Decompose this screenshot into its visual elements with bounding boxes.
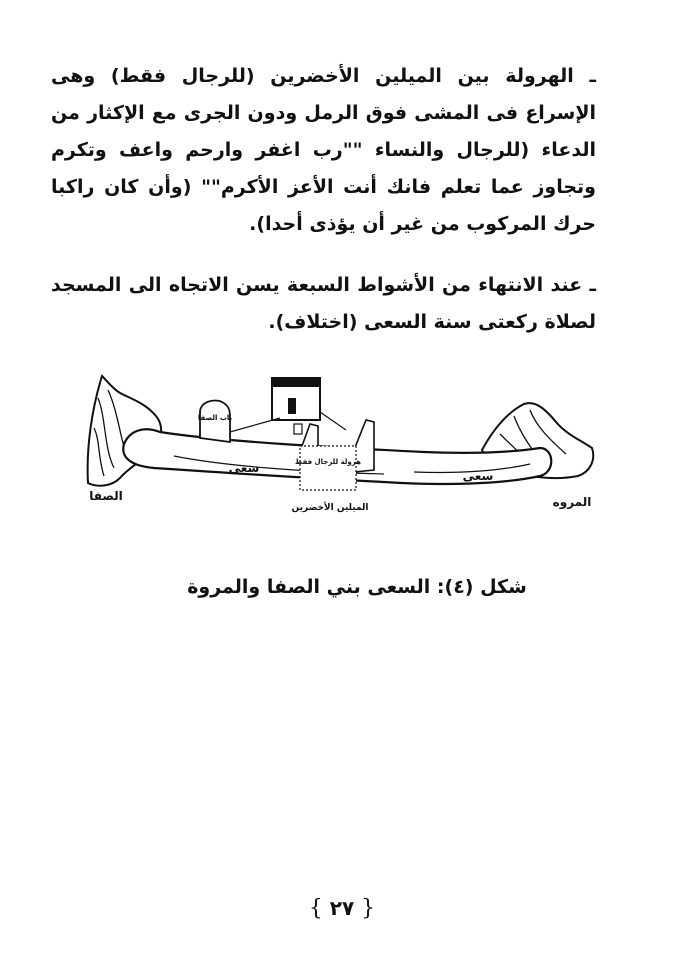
- figure-caption: [0, 576, 684, 598]
- brace-close: }: [308, 896, 323, 921]
- label-bab-safa: باب الصفا: [197, 414, 233, 422]
- paragraph-end-of-sai: ـ عند الانتهاء من الأشواط السبعة يسن الاتجاه الى المسجد لصلاة ركعتى سنة السعى (اختلاف).: [51, 274, 596, 333]
- brace-open: {: [361, 896, 376, 921]
- label-sai-right: سعى: [462, 469, 494, 483]
- label-milayn: الميلين الأخضرين: [291, 503, 369, 513]
- label-safa: الصفا: [89, 489, 123, 503]
- page-number: [0, 896, 684, 921]
- page-number-value: ٢٧: [329, 896, 355, 920]
- harwala-zone: [300, 446, 356, 490]
- paragraph-harwala: ـ الهرولة بين الميلين الأخضرين (للرجال فقط) وهى الإسراع فى المشى فوق الرمل ودون الجرى مع الإكثار من الدعاء (للرجال والنساء ""رب اغفر وارحم واعف وتكرم وتجاوز عما تعلم فانك أنت الأعز الأكرم"" (وأن كان راكبا حرك المركوب من غير أن يؤذى أحدا).: [51, 65, 596, 235]
- sai-diagram: [84, 368, 604, 533]
- label-marwa: المروه: [552, 495, 592, 509]
- label-harwala: هرولة للرجال فقط: [294, 458, 362, 466]
- label-sai-left: سعى: [228, 461, 260, 475]
- caption-text: شكل (٤): السعى بني الصفا والمروة: [187, 576, 527, 598]
